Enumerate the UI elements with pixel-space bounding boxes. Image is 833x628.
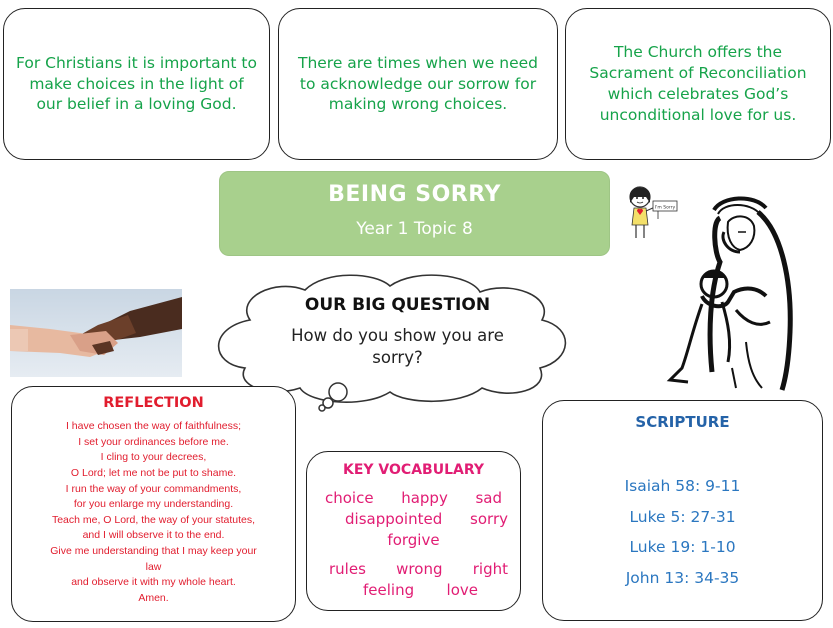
reflection-line: I run the way of your commandments,: [65, 482, 242, 495]
vocab-word: disappointed: [345, 510, 443, 528]
reflection-title: REFLECTION: [103, 395, 204, 411]
reflection-line: Teach me, O Lord, the way of your statutes,: [51, 513, 256, 526]
page-title: BEING SORRY: [328, 182, 501, 207]
intro-card-reconciliation: [565, 8, 831, 160]
reflection-line: and I will observe it to the end.: [82, 529, 225, 542]
vocab-word: rules: [329, 560, 366, 578]
handshake-image: [10, 289, 182, 377]
vocab-word: feeling: [363, 581, 415, 599]
scripture-reference: John 13: 34-35: [625, 568, 740, 587]
reflection-line: O Lord; let me not be put to shame.: [70, 466, 237, 479]
reflection-card: [11, 386, 296, 622]
reflection-line: I set your ordinances before me.: [78, 435, 229, 448]
girl-sign-text: I'm Sorry: [654, 205, 676, 211]
scripture-reference: Luke 5: 27-31: [629, 507, 736, 526]
vocab-word: love: [446, 581, 478, 599]
intro-card-choices-text: For Christians it is important to make choices in the light of our belief in a loving God.: [16, 53, 257, 114]
reflection-line: law: [145, 560, 162, 573]
jesus-embracing-child-image: [662, 192, 802, 392]
key-vocabulary-title: KEY VOCABULARY: [343, 462, 484, 478]
reflection-line: I cling to your decrees,: [100, 451, 207, 464]
topic-title-banner: [219, 171, 610, 256]
vocab-word: happy: [401, 489, 448, 507]
vocabulary-row: [315, 580, 512, 601]
reflection-line: Give me understanding that I may keep your: [50, 545, 257, 558]
reflection-line: Amen.: [138, 592, 169, 605]
vocabulary-row: [315, 559, 512, 580]
vocab-word: choice: [325, 489, 374, 507]
key-vocabulary-card: [306, 451, 521, 611]
page-subtitle: Year 1 Topic 8: [356, 219, 473, 239]
big-question-text: How do you show you are sorry?: [291, 326, 504, 368]
intro-card-sorrow: [278, 8, 558, 160]
vocab-word: right: [472, 560, 508, 578]
scripture-reference: Isaiah 58: 9-11: [624, 477, 741, 495]
vocab-word: sad: [475, 489, 502, 507]
intro-card-reconciliation-text: The Church offers the Sacrament of Reconciliation which celebrates God’s unconditional love for us.: [589, 43, 807, 124]
reflection-line: for you enlarge my understanding.: [73, 498, 234, 511]
scripture-card: [542, 400, 823, 621]
vocab-word: wrong: [396, 560, 443, 578]
intro-card-sorrow-text: There are times when we need to acknowledge our sorrow for making wrong choices.: [297, 53, 538, 114]
big-question-title: OUR BIG QUESTION: [304, 295, 491, 315]
reflection-line: I have chosen the way of faithfulness;: [65, 420, 242, 432]
scripture-reference: Luke 19: 1-10: [629, 538, 736, 556]
intro-card-choices: [3, 8, 270, 160]
reflection-line: and observe it with my whole heart.: [71, 576, 236, 589]
vocabulary-row: [315, 488, 512, 509]
scripture-title: SCRIPTURE: [635, 413, 730, 431]
vocab-word: forgive: [387, 531, 440, 549]
vocabulary-row: [315, 530, 512, 551]
vocab-word: sorry: [470, 510, 508, 528]
vocabulary-row: [315, 509, 512, 530]
